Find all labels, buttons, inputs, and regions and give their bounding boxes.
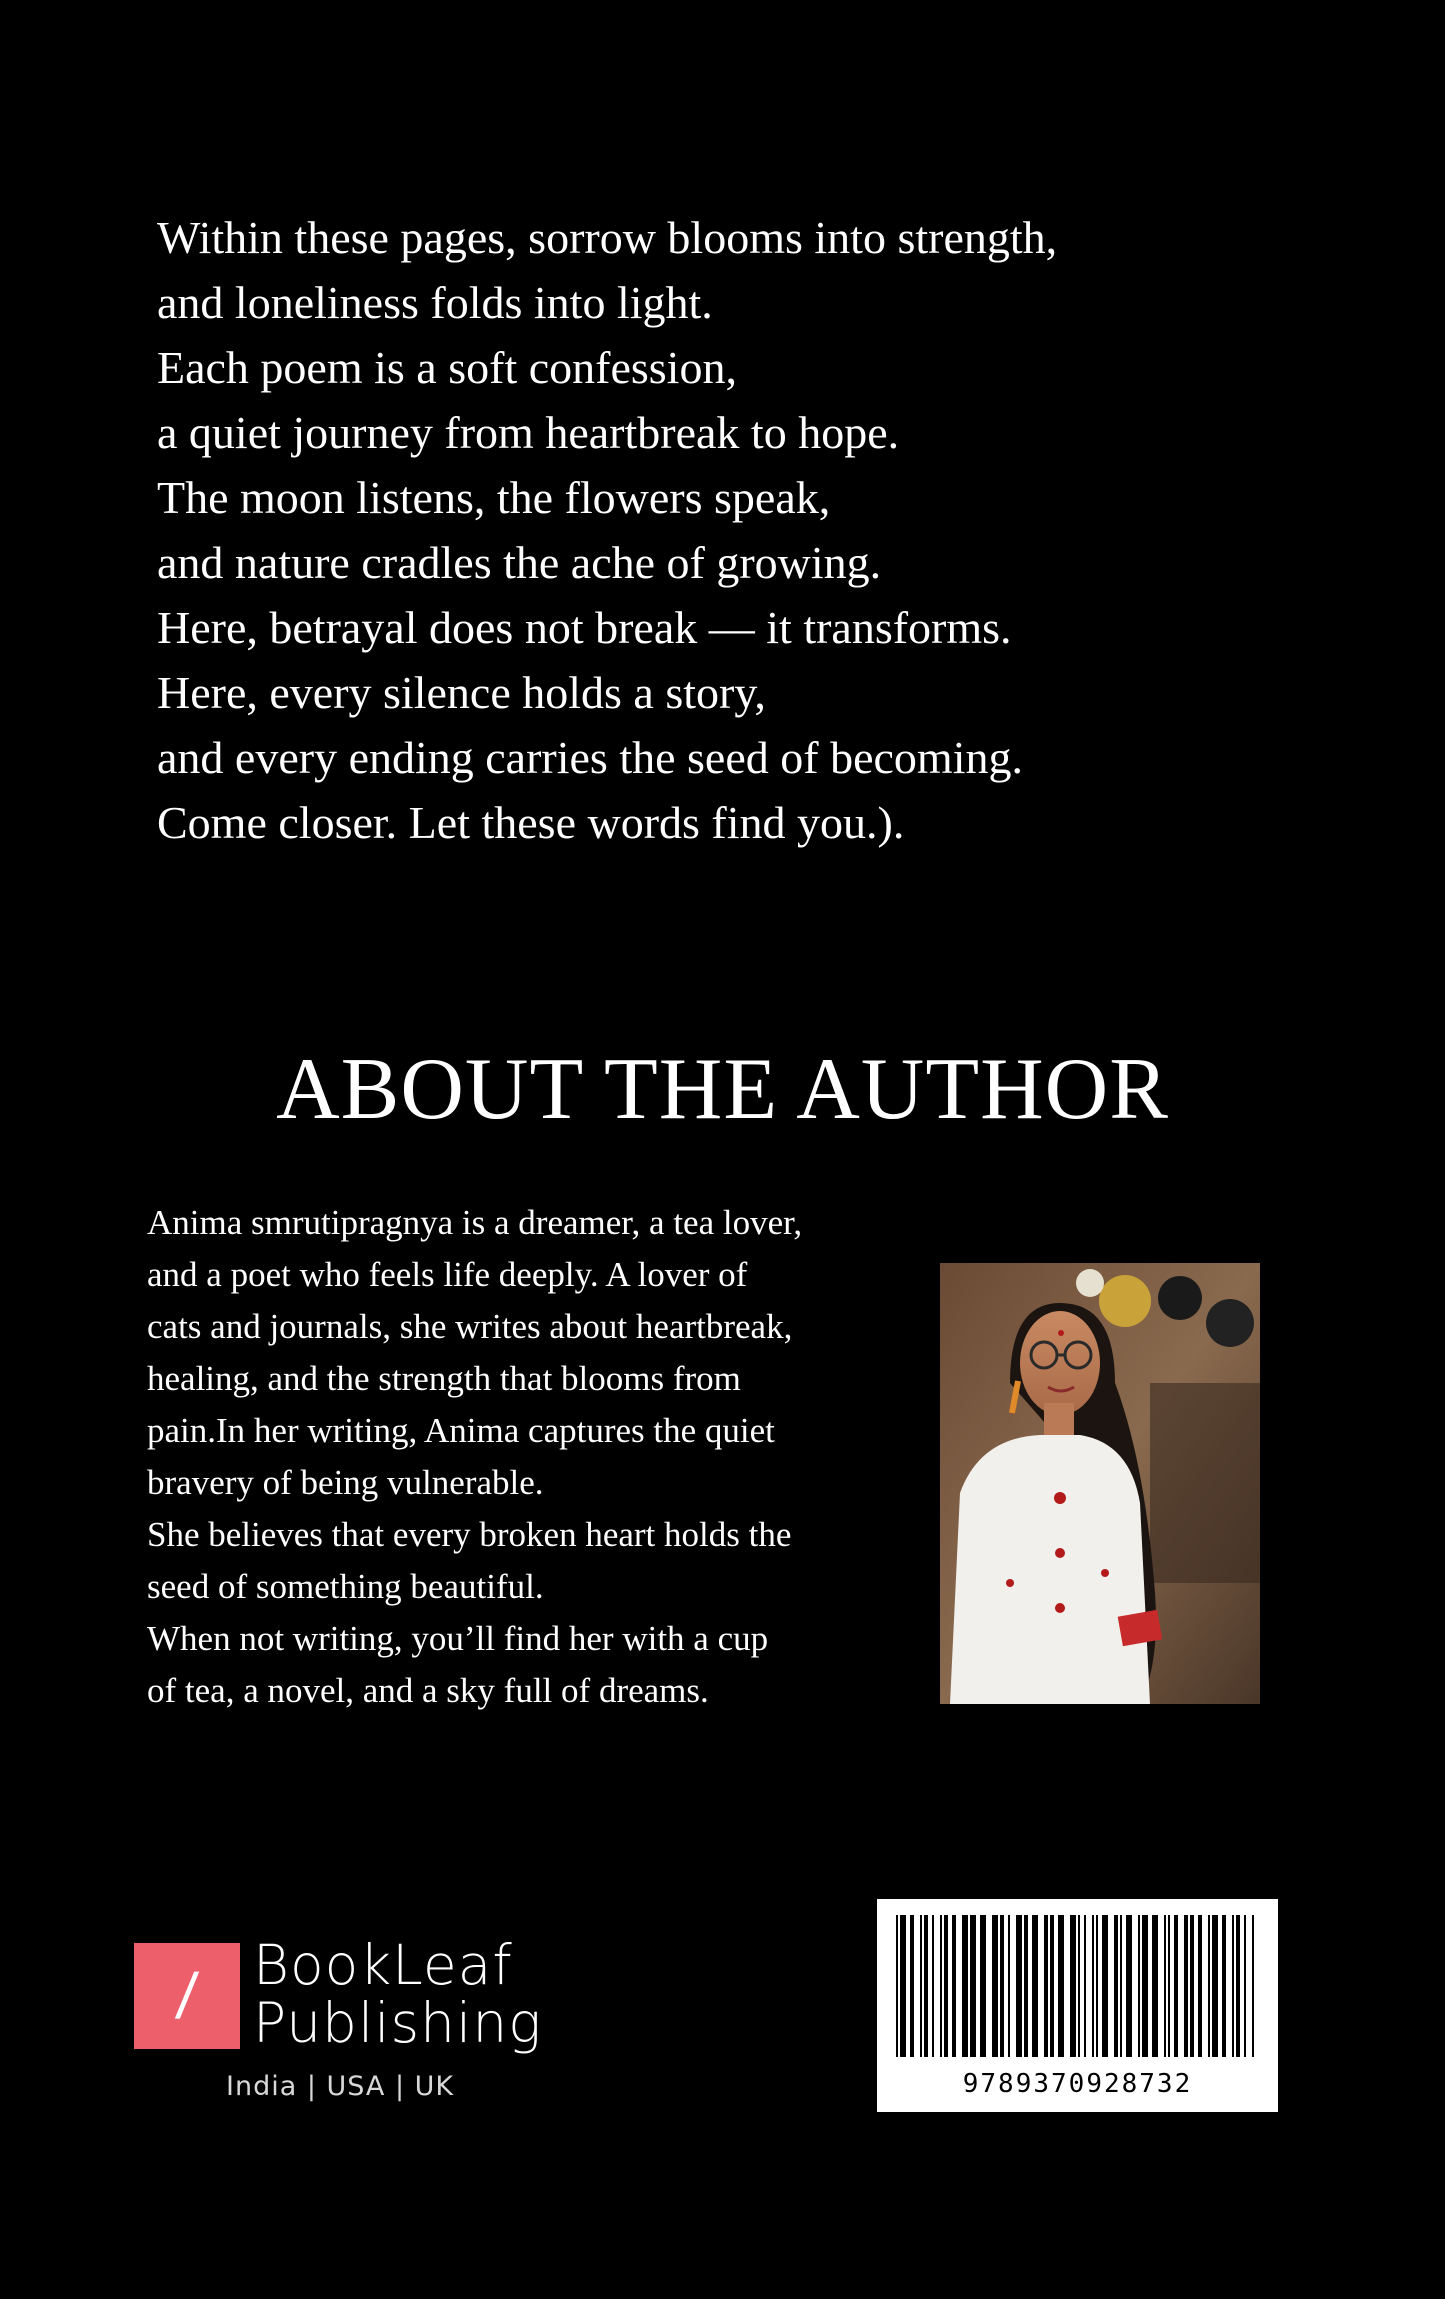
- barcode-bar: [1114, 1915, 1118, 2057]
- barcode-bar: [1044, 1915, 1048, 2057]
- barcode-bar: [1152, 1915, 1158, 2057]
- publisher-regions: India | USA | UK: [226, 2071, 455, 2102]
- barcode-bar: [1232, 1915, 1234, 2057]
- bio-line: and a poet who feels life deeply. A lover of: [147, 1255, 748, 1294]
- bio-line: When not writing, you’ll find her with a cup: [147, 1619, 769, 1658]
- barcode-bar: [992, 1915, 998, 2057]
- barcode-bar: [1000, 1915, 1004, 2057]
- logo-slash-glyph: /: [173, 1960, 201, 2032]
- isbn-barcode: [877, 1899, 1278, 2112]
- blurb-line: and every ending carries the seed of becoming.: [157, 732, 1023, 783]
- barcode-bar: [1244, 1915, 1246, 2057]
- barcode-bar: [1092, 1915, 1094, 2057]
- barcode-bar: [1222, 1915, 1226, 2057]
- barcode-bar: [944, 1915, 948, 2057]
- barcode-bar: [1102, 1915, 1108, 2057]
- blurb-line: and loneliness folds into light.: [157, 277, 713, 328]
- barcode-bar: [924, 1915, 928, 2057]
- barcode-bar: [1212, 1915, 1218, 2057]
- barcode-bar: [932, 1915, 934, 2057]
- blurb-line: and nature cradles the ache of growing.: [157, 537, 882, 588]
- publisher-name-line2: Publishing: [253, 1991, 543, 2055]
- barcode-bar: [1078, 1915, 1080, 2057]
- barcode-bar: [1058, 1915, 1064, 2057]
- author-photo: [940, 1263, 1260, 1704]
- barcode-bar: [1084, 1915, 1086, 2057]
- barcode-bar: [1198, 1915, 1202, 2057]
- barcode-bar: [1126, 1915, 1132, 2057]
- bio-line: Anima smrutipragnya is a dreamer, a tea lover,: [147, 1203, 803, 1242]
- barcode-bar: [1120, 1915, 1122, 2057]
- barcode-bar: [1142, 1915, 1148, 2057]
- isbn-number: 9789370928732: [962, 2069, 1193, 2099]
- barcode-bar: [952, 1915, 956, 2057]
- bio-line: healing, and the strength that blooms from: [147, 1359, 741, 1398]
- barcode-bar: [1164, 1915, 1166, 2057]
- back-cover-blurb: [157, 205, 1307, 855]
- barcode-bar: [920, 1915, 922, 2057]
- barcode-bar: [1168, 1915, 1170, 2057]
- barcode-bar: [900, 1915, 906, 2057]
- blurb-line: Here, betrayal does not break — it transforms.: [157, 602, 1012, 653]
- barcode-bar: [1050, 1915, 1054, 2057]
- blurb-line: Come closer. Let these words find you.).: [157, 797, 905, 848]
- bio-line: She believes that every broken heart holds the: [147, 1515, 792, 1554]
- barcode-bar: [1032, 1915, 1038, 2057]
- author-bio: [147, 1197, 917, 1717]
- blurb-line: a quiet journey from heartbreak to hope.: [157, 407, 900, 458]
- bio-line: seed of something beautiful.: [147, 1567, 544, 1606]
- blurb-line: Here, every silence holds a story,: [157, 667, 766, 718]
- barcode-bar: [1236, 1915, 1240, 2057]
- barcode-bar: [1184, 1915, 1188, 2057]
- bookleaf-logo-mark: [134, 1943, 240, 2049]
- publisher-name: [253, 1933, 543, 2055]
- barcode-bar: [980, 1915, 986, 2057]
- barcode-bar: [1008, 1915, 1010, 2057]
- barcode-bar: [1252, 1915, 1254, 2057]
- barcode-bar: [1208, 1915, 1210, 2057]
- barcode-bar: [1070, 1915, 1076, 2057]
- bio-line: cats and journals, she writes about heartbreak,: [147, 1307, 793, 1346]
- barcode-bar: [1138, 1915, 1140, 2057]
- bio-line: of tea, a novel, and a sky full of dreams.: [147, 1671, 709, 1710]
- barcode-bar: [1024, 1915, 1028, 2057]
- publisher-name-line1: BookLeaf: [253, 1933, 513, 1997]
- bio-line: pain.In her writing, Anima captures the quiet: [147, 1411, 775, 1450]
- barcode-bar: [970, 1915, 976, 2057]
- barcode-bar: [1016, 1915, 1022, 2057]
- barcode-bar: [1190, 1915, 1194, 2057]
- blurb-line: The moon listens, the flowers speak,: [157, 472, 831, 523]
- about-the-author-heading: ABOUT THE AUTHOR: [276, 1041, 1169, 1138]
- barcode-bar: [1096, 1915, 1098, 2057]
- barcode-bar: [910, 1915, 914, 2057]
- barcode-bar: [962, 1915, 968, 2057]
- barcode-bar: [1174, 1915, 1178, 2057]
- bio-line: bravery of being vulnerable.: [147, 1463, 544, 1502]
- barcode-bar: [896, 1915, 898, 2057]
- barcode-bars: [896, 1915, 1259, 2057]
- barcode-bar: [940, 1915, 942, 2057]
- blurb-line: Each poem is a soft confession,: [157, 342, 737, 393]
- blurb-line: Within these pages, sorrow blooms into strength,: [157, 212, 1058, 263]
